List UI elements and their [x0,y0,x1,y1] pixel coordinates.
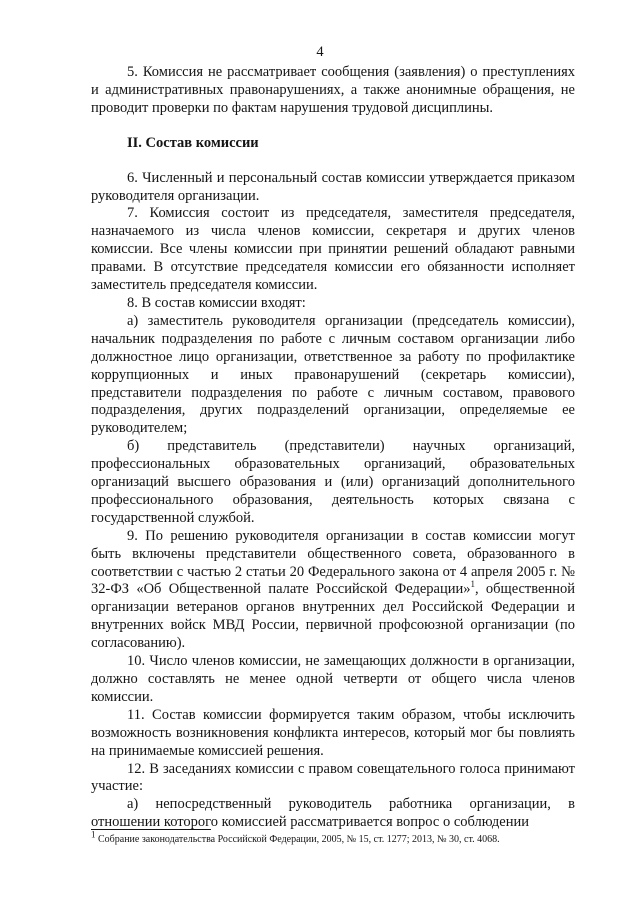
paragraph-10: 10. Число членов комиссии, не замещающих должности в организации, должно составлять не менее одной четверти от общего числа членов комиссии. [91,653,575,705]
footnote-divider [91,829,211,830]
paragraph-5: 5. Комиссия не рассматривает сообщения (заявления) о преступлениях и административных правонарушениях, а также анонимные обращения, не проводит проверки по фактам нарушения трудовой дисциплины. [91,64,575,116]
document-body [91,64,575,832]
footnote-reference[interactable]: 1 [470,579,475,590]
paragraph-8b: б) представитель (представители) научных организаций, профессиональных образовательных организаций, образовательных организаций высшего образования и (или) организаций дополнительного профессионального образования, деятельность которых связана с государственной службой. [91,438,575,526]
footnote-mark: 1 [91,829,96,840]
paragraph-12a: а) непосредственный руководитель работника организации, в отношении которого комиссией рассматривается вопрос о соблюдении [91,796,575,831]
paragraph-12: 12. В заседаниях комиссии с правом совещательного голоса принимают участие: [91,760,575,795]
footnote-text: Собрание законодательства Российской Федерации, 2005, № 15, ст. 1277; 2013, № 30, ст. 4068. [95,834,500,845]
paragraph-9 [91,528,575,653]
paragraph-6: 6. Численный и персональный состав комиссии утверждается приказом руководителя организации. [91,169,575,204]
paragraph-9-text: 9. По решению руководителя организации в состав комиссии могут быть включены представители общественного совета, образованного в соответствии с частью 2 статьи 20 Федерального закона от 4 апреля 2005 г. № 32-ФЗ «Об Общественной палате Российской Федерации» [91,527,575,598]
paragraph-7: 7. Комиссия состоит из председателя, заместителя председателя, назначаемого из числа членов комиссии, секретаря и других членов комиссии. Все члены комиссии при принятии решений обладают равными правами. В отсутствие председателя комиссии его обязанности исполняет заместитель председателя комиссии. [91,205,575,294]
footnote [91,829,581,846]
section-heading: II. Состав комиссии [127,134,259,151]
paragraph-8: 8. В состав комиссии входят: [127,294,306,311]
paragraph-8a: а) заместитель руководителя организации (председатель комиссии), начальник подразделения по работе с личным составом организации либо должностное лицо организации, ответственное за работу по профилактике коррупционных и иных правонарушений (секретарь комиссии), представители подразделения по работе с личным составом, правового подразделения, других подразделений организации, определяемые ее руководителем; [91,312,575,437]
paragraph-11: 11. Состав комиссии формируется таким образом, чтобы исключить возможность возникновения конфликта интересов, который мог бы повлиять на принимаемые комиссией решения. [91,706,575,759]
page-number: 4 [316,44,324,60]
paragraph-9-text-after: , общественной организации ветеранов органов внутренних дел Российской Федерации и внутренних войск МВД России, первичной профсоюзной организации (по согласованию). [91,581,575,652]
